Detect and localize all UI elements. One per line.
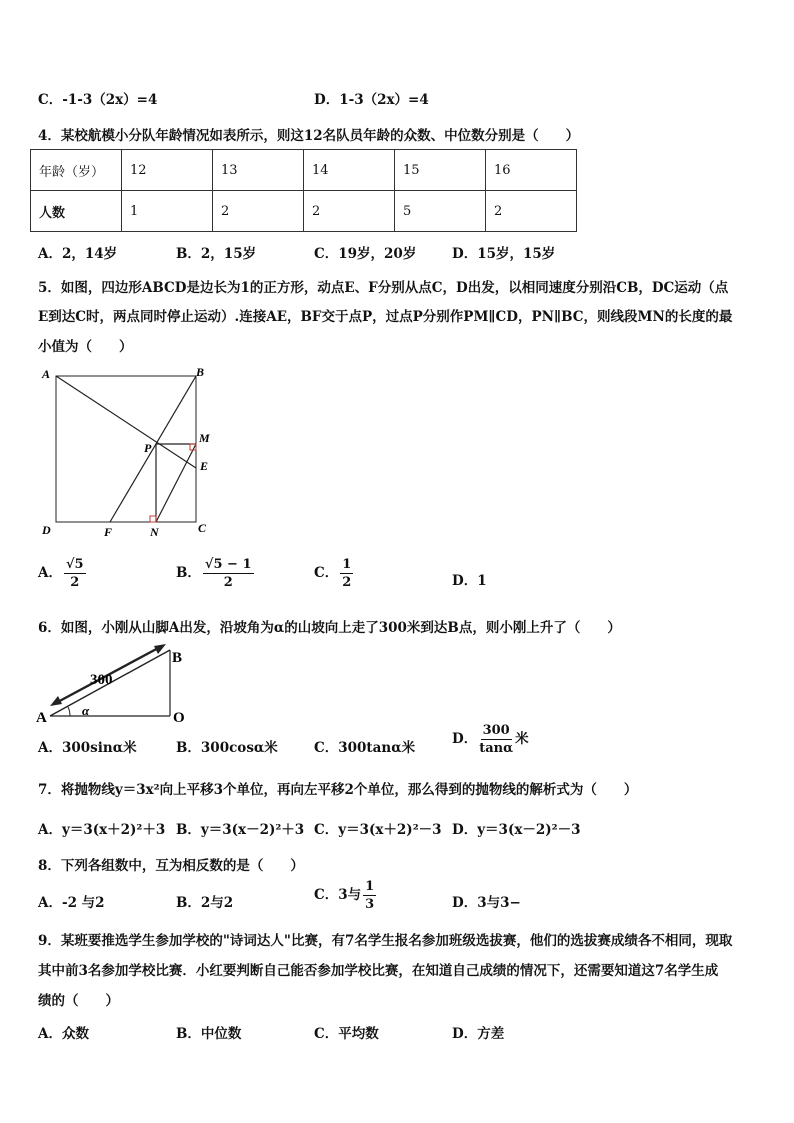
q8-stem: 8．下列各组数中，互为相反数的是（ ） <box>38 858 304 874</box>
q8-option-c <box>314 880 378 911</box>
q7-option-d: D．y＝3(x－2)²－3 <box>452 822 581 838</box>
denominator: tanα <box>479 741 514 756</box>
denominator: 2 <box>342 575 352 590</box>
option-letter: D． <box>452 731 478 747</box>
q9-stem-line-1: 9．某班要推选学生参加学校的"诗词达人"比赛，有7名学生报名参加班级选拔赛，他们的选拔赛成绩各不相同，现取 <box>38 933 733 949</box>
label-d: D <box>42 523 51 537</box>
table-cell: 人数 <box>31 191 122 232</box>
q9-stem-line-2: 其中前3名参加学校比赛．小红要判断自己能否参加学校比赛，在知道自己成绩的情况下，还需要知道这7名学生成 <box>38 963 719 979</box>
option-letter: A． <box>38 565 62 581</box>
label-n: N <box>150 525 159 539</box>
q5-stem-line-2: E到达C时，两点同时停止运动）.连接AE，BF交于点P，过点P分别作PM∥CD，PN∥BC，则线段MN的长度的最 <box>38 309 733 325</box>
label-length: 300 <box>90 672 113 688</box>
q6-option-c: C．300tanα米 <box>314 740 416 756</box>
denominator: 2 <box>70 575 80 590</box>
q5-option-a <box>38 558 88 589</box>
segment-mn <box>156 444 196 522</box>
q8-option-b: B．2与2 <box>176 895 234 911</box>
numerator: √5 <box>65 557 84 572</box>
label-f: F <box>104 525 113 539</box>
option-letter: C． <box>314 565 339 581</box>
numerator: 1 <box>365 879 375 894</box>
q9-option-b: B．中位数 <box>176 1026 242 1042</box>
q4-option-c: C．19岁，20岁 <box>314 246 417 262</box>
fraction <box>363 880 376 911</box>
table-cell: 1 <box>122 191 213 232</box>
q5-stem-line-3: 小值为（ ） <box>38 339 133 355</box>
q6-stem: 6．如图，小刚从山脚A出发，沿坡角为α的山坡向上走了300米到达B点，则小刚上升了（ ） <box>38 620 621 636</box>
q3-option-c: C．-1-3（2x）=4 <box>38 92 158 108</box>
table-cell: 2 <box>213 191 304 232</box>
segment-bf <box>110 376 196 522</box>
square-abcd <box>56 376 196 522</box>
q5-option-d: D．1 <box>452 573 487 589</box>
label-m: M <box>199 431 210 445</box>
q5-option-c <box>314 558 355 589</box>
table-cell: 12 <box>122 150 213 191</box>
q4-stem: 4．某校航模小分队年龄情况如表所示，则这12名队员年龄的众数、中位数分别是（ ） <box>38 128 580 144</box>
table-cell: 年龄（岁） <box>31 150 122 191</box>
q4-option-b: B．2，15岁 <box>176 246 257 262</box>
fraction <box>64 558 86 589</box>
q8-option-d: D．3与3− <box>452 895 521 911</box>
arrow-head-down <box>50 696 62 706</box>
q6-slope-figure <box>36 642 196 726</box>
table-cell: 15 <box>395 150 486 191</box>
label-b: B <box>196 365 205 379</box>
label-p: P <box>144 441 152 455</box>
label-b: B <box>172 650 183 666</box>
fraction <box>340 558 353 589</box>
q6-option-d <box>452 724 529 755</box>
table-cell: 5 <box>395 191 486 232</box>
label-o: O <box>173 710 185 726</box>
q7-stem: 7．将抛物线y＝3x²向上平移3个单位，再向左平移2个单位，那么得到的抛物线的解析式为（ ） <box>38 782 638 798</box>
denominator: 3 <box>365 897 375 912</box>
q9-stem-line-3: 绩的（ ） <box>38 993 119 1009</box>
q5-square-figure <box>38 362 228 544</box>
numerator: 300 <box>482 723 510 738</box>
angle-arc <box>68 707 70 716</box>
q6-option-a: A．300sinα米 <box>38 740 137 756</box>
q7-option-c: C．y＝3(x＋2)²－3 <box>314 822 442 838</box>
table-row <box>31 150 577 191</box>
table-cell: 2 <box>486 191 577 232</box>
fraction <box>203 558 254 589</box>
numerator: √5 − 1 <box>204 557 252 572</box>
q5-option-b <box>176 558 256 589</box>
right-angle-mark <box>150 516 156 522</box>
option-letter: B． <box>176 565 201 581</box>
q4-option-a: A．2，14岁 <box>38 246 118 262</box>
label-c: C <box>198 521 207 535</box>
q9-option-c: C．平均数 <box>314 1026 379 1042</box>
q9-option-d: D．方差 <box>452 1026 505 1042</box>
label-a: A <box>36 710 47 726</box>
numerator: 1 <box>342 557 352 572</box>
table-cell: 13 <box>213 150 304 191</box>
table-cell: 14 <box>304 150 395 191</box>
q6-option-b: B．300cosα米 <box>176 740 278 756</box>
label-angle: α <box>82 703 90 718</box>
q9-option-a: A．众数 <box>38 1026 89 1042</box>
q7-option-a: A．y＝3(x＋2)²＋3 <box>38 822 166 838</box>
fraction <box>479 724 513 755</box>
q8-option-a: A．-2 与2 <box>38 895 105 911</box>
table-cell: 16 <box>486 150 577 191</box>
unit: 米 <box>515 731 529 747</box>
q7-option-b: B．y＝3(x－2)²＋3 <box>176 822 305 838</box>
q4-option-d: D．15岁，15岁 <box>452 246 556 262</box>
label-e: E <box>200 459 209 473</box>
age-table <box>30 149 577 232</box>
label-a: A <box>42 367 51 381</box>
option-letter: C．3与 <box>314 887 362 903</box>
table-row <box>31 191 577 232</box>
segment-ae <box>56 376 196 468</box>
denominator: 2 <box>223 575 233 590</box>
q5-stem-line-1: 5．如图，四边形ABCD是边长为1的正方形，动点E、F分别从点C，D出发，以相同速度分别沿CB，DC运动（点 <box>38 280 729 296</box>
q3-option-d: D．1-3（2x）=4 <box>314 92 429 108</box>
table-cell: 2 <box>304 191 395 232</box>
